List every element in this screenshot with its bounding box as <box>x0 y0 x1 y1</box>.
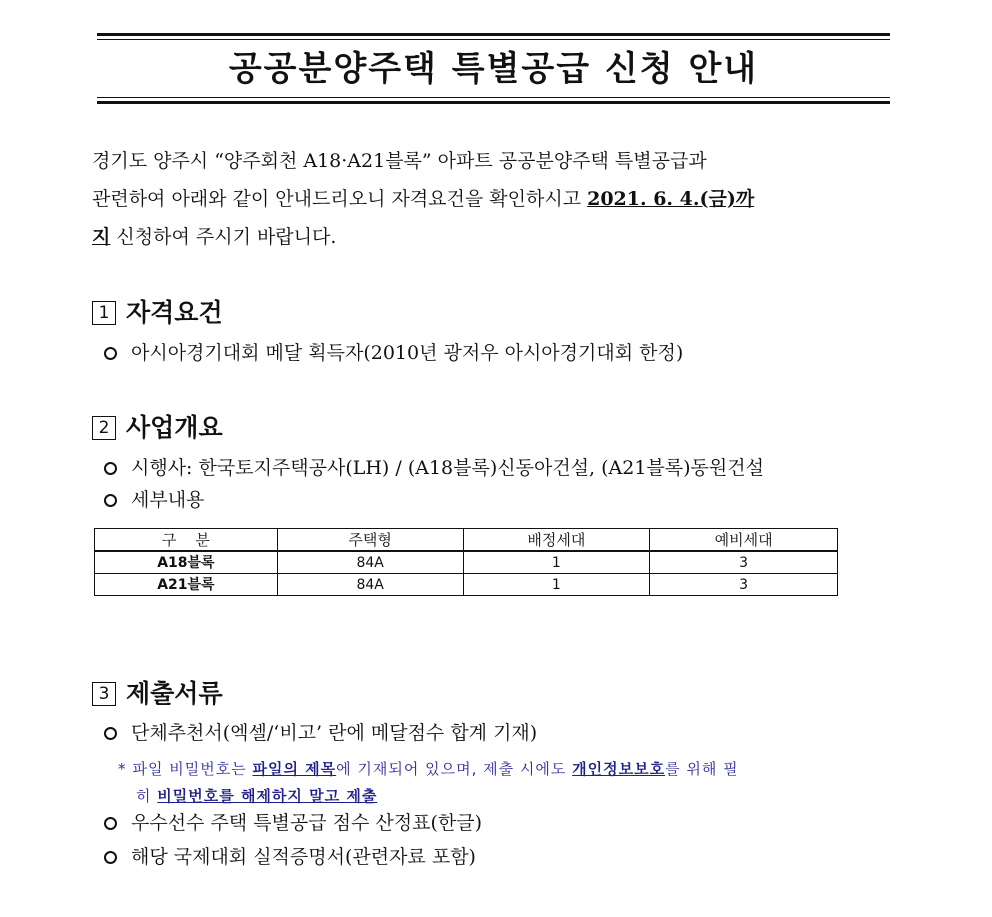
table-header-row <box>95 529 838 552</box>
section-number-3: 3 <box>92 682 116 706</box>
table-header-cell: 구 분 <box>95 529 278 552</box>
note-line-2 <box>118 783 898 810</box>
intro-line-3 <box>92 218 872 256</box>
bullet-circle-icon <box>104 851 117 864</box>
table-cell: 84A <box>277 574 463 596</box>
section-heading-qualification <box>92 296 223 330</box>
list-item <box>104 809 482 837</box>
section-title-1: 자격요건 <box>126 298 223 327</box>
deadline-date: 2021. 6. 4.(금)까 <box>587 188 755 210</box>
table-cell: 84A <box>277 551 463 574</box>
table-header-cell: 주택형 <box>277 529 463 552</box>
table-row <box>95 551 838 574</box>
page-title: 공공분양주택 특별공급 신청 안내 <box>228 49 759 89</box>
note-text: 를 위해 필 <box>665 760 739 778</box>
asterisk-icon: * <box>118 760 127 778</box>
section-number-2: 2 <box>92 416 116 440</box>
table-cell: 3 <box>650 551 838 574</box>
note-text: 에 기재되어 있으며, 제출 시에도 <box>336 760 573 778</box>
bullet-text: 해당 국제대회 실적증명서(관련자료 포함) <box>131 846 476 868</box>
password-note <box>118 756 898 810</box>
intro-paragraph <box>92 142 872 256</box>
bullet-text: 단체추천서(엑셀/‘비고’ 란에 메달점수 합계 기재) <box>131 722 538 744</box>
section-title-3: 제출서류 <box>126 679 223 708</box>
intro-line-2 <box>92 180 872 218</box>
title-box <box>97 33 890 104</box>
section-number-1: 1 <box>92 301 116 325</box>
note-emphasis: 비밀번호를 해제하지 말고 제출 <box>157 787 378 805</box>
title-rule-bottom <box>97 101 890 104</box>
list-item <box>104 719 537 747</box>
list-item <box>104 454 764 482</box>
bullet-circle-icon <box>104 727 117 740</box>
bullet-circle-icon <box>104 462 117 475</box>
deadline-date-cont: 지 <box>92 226 111 248</box>
section-heading-overview <box>92 411 223 445</box>
list-item <box>104 486 204 514</box>
table-header-cell: 배정세대 <box>463 529 650 552</box>
bullet-text: 아시아경기대회 메달 획득자(2010년 광저우 아시아경기대회 한정) <box>131 342 684 364</box>
note-emphasis: 파일의 제목 <box>252 760 337 778</box>
detail-table <box>94 528 838 596</box>
intro-line-2-text: 관련하여 아래와 같이 안내드리오니 자격요건을 확인하시고 <box>92 188 588 210</box>
bullet-circle-icon <box>104 347 117 360</box>
intro-line-1: 경기도 양주시 “양주회천 A18·A21블록” 아파트 공공분양주택 특별공급과 <box>92 150 707 172</box>
bullet-circle-icon <box>104 494 117 507</box>
bullet-circle-icon <box>104 817 117 830</box>
table-header-cell: 예비세대 <box>650 529 838 552</box>
bullet-text: 우수선수 주택 특별공급 점수 산정표(한글) <box>131 812 483 834</box>
note-text: 파일 비밀번호는 <box>132 760 253 778</box>
bullet-text: 세부내용 <box>131 489 205 511</box>
title-rule-top <box>97 33 890 36</box>
table-cell: A18블록 <box>95 551 278 574</box>
table-row <box>95 574 838 596</box>
table-cell: 3 <box>650 574 838 596</box>
note-text: 히 <box>136 787 158 805</box>
title-rule-top-thin <box>97 39 890 40</box>
note-line-1 <box>118 756 898 783</box>
section-heading-documents <box>92 677 223 711</box>
list-item <box>104 843 476 871</box>
section-title-2: 사업개요 <box>126 413 223 442</box>
table-cell: 1 <box>463 551 650 574</box>
table-cell: A21블록 <box>95 574 278 596</box>
title-rule-bottom-thin <box>97 97 890 98</box>
note-emphasis: 개인정보보호 <box>572 760 666 778</box>
list-item <box>104 339 683 367</box>
intro-line-3-text: 신청하여 주시기 바랍니다. <box>110 226 337 248</box>
table-cell: 1 <box>463 574 650 596</box>
bullet-text: 시행사: 한국토지주택공사(LH) / (A18블록)신동아건설, (A21블록)동원건설 <box>131 457 764 479</box>
